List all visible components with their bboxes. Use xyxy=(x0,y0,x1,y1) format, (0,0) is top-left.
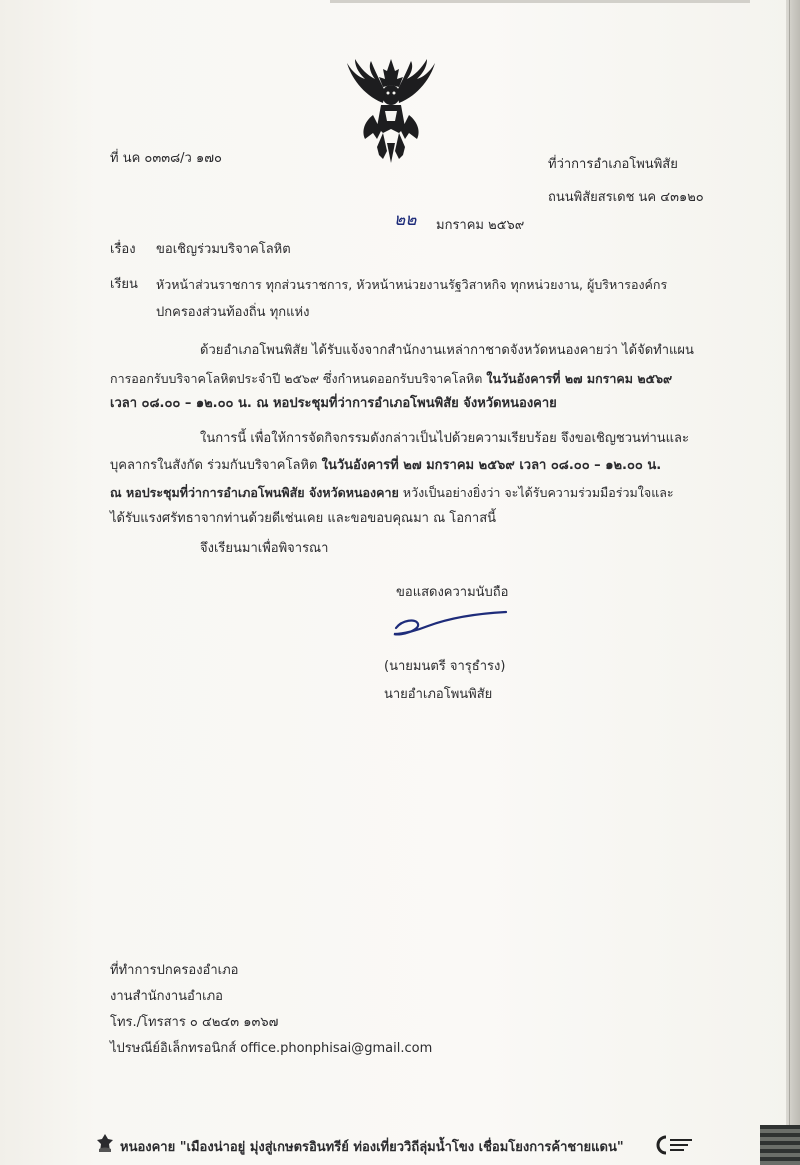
paragraph-1-line-1: ด้วยอำเภอโพนพิสัย ได้รับแจ้งจากสำนักงานเหล่ากาชาดจังหวัดหนองคายว่า ได้จัดทำแผน xyxy=(200,343,694,358)
recipient-line-1: หัวหน้าส่วนราชการ ทุกส่วนราชการ, หัวหน้าหน่วยงานรัฐวิสาหกิจ ทุกหน่วยงาน, ผู้บริหารองค์กร xyxy=(156,277,668,292)
signer-position: นายอำเภอโพนพิสัย xyxy=(384,687,493,702)
signer-name: (นายมนตรี จารุธำรง) xyxy=(384,659,506,674)
contact-section: งานสำนักงานอำเภอ xyxy=(110,989,223,1004)
subject-text: ขอเชิญร่วมบริจาคโลหิต xyxy=(156,242,291,257)
handwritten-signature xyxy=(388,604,518,644)
background-scrap xyxy=(760,1125,800,1165)
paragraph-2-line-3-text: หวังเป็นอย่างยิ่งว่า จะได้รับความร่วมมือร่วมใจและ xyxy=(402,485,674,500)
paragraph-1-date-emphasis: ในวันอังคารที่ ๒๗ มกราคม ๒๕๖๙ xyxy=(486,371,673,386)
paragraph-2-line-4: ได้รับแรงศรัทธาจากท่านด้วยดีเช่นเคย และขอขอบคุณมา ณ โอกาสนี้ xyxy=(110,511,497,526)
page-top-shadow xyxy=(330,0,750,3)
page-edge xyxy=(786,0,800,1165)
paragraph-1-line-2 xyxy=(110,370,672,388)
subject-label: เรื่อง xyxy=(110,242,136,257)
agency-name: ที่ว่าการอำเภอโพนพิสัย xyxy=(548,157,678,172)
recipient-line-2: ปกครองส่วนท้องถิ่น ทุกแห่ง xyxy=(156,305,310,320)
reference-number: ที่ นค ๐๓๓๘/ว ๑๗๐ xyxy=(110,151,222,166)
date-day-handwritten: ๒๒ xyxy=(394,210,417,230)
paragraph-1-line-2-text: การออกรับบริจาคโลหิตประจำปี ๒๕๖๙ ซึ่งกำหนดออกรับบริจาคโลหิต xyxy=(110,371,483,386)
province-emblem-icon xyxy=(96,1133,114,1153)
agency-address: ถนนพิสัยสรเดช นค ๔๓๑๒๐ xyxy=(548,190,704,205)
contact-office: ที่ทำการปกครองอำเภอ xyxy=(110,963,239,978)
paragraph-2-line-1: ในการนี้ เพื่อให้การจัดกิจกรรมดังกล่าวเป็นไปด้วยความเรียบร้อย จึงขอเชิญชวนท่านและ xyxy=(200,431,690,446)
paragraph-2-line-3 xyxy=(110,484,674,502)
paragraph-2-line-2-text: บุคลากรในสังกัด ร่วมกันบริจาคโลหิต xyxy=(110,458,318,473)
date-month-year: มกราคม ๒๕๖๙ xyxy=(436,218,525,233)
contact-phone: โทร./โทรสาร ๐ ๔๒๔๓ ๑๓๖๗ xyxy=(110,1015,279,1030)
footer-slogan: หนองคาย "เมืองน่าอยู่ มุ่งสู่เกษตรอินทรีย์ ท่องเที่ยววิถีลุ่มน้ำโขง เชื่อมโยงการค้าชายแดน" xyxy=(120,1140,624,1155)
paragraph-1-line-3: เวลา ๐๘.๐๐ – ๑๒.๐๐ น. ณ หอประชุมที่ว่าการอำเภอโพนพิสัย จังหวัดหนองคาย xyxy=(110,396,557,411)
paragraph-2-venue-emphasis: ณ หอประชุมที่ว่าการอำเภอโพนพิสัย จังหวัดหนองคาย xyxy=(110,485,399,500)
closing-request: จึงเรียนมาเพื่อพิจารณา xyxy=(200,541,329,556)
paragraph-2-date-emphasis: ในวันอังคารที่ ๒๗ มกราคม ๒๕๖๙ เวลา ๐๘.๐๐ – ๑๒.๐๐ น. xyxy=(321,458,662,473)
paragraph-2-line-2 xyxy=(110,457,661,475)
garuda-emblem-icon xyxy=(343,55,439,165)
recipient-label: เรียน xyxy=(110,277,138,292)
regards-text: ขอแสดงความนับถือ xyxy=(396,585,509,600)
contact-email: ไปรษณีย์อิเล็กทรอนิกส์ office.phonphisai@gmail.com xyxy=(110,1041,433,1056)
change-for-good-logo-icon xyxy=(652,1134,696,1156)
